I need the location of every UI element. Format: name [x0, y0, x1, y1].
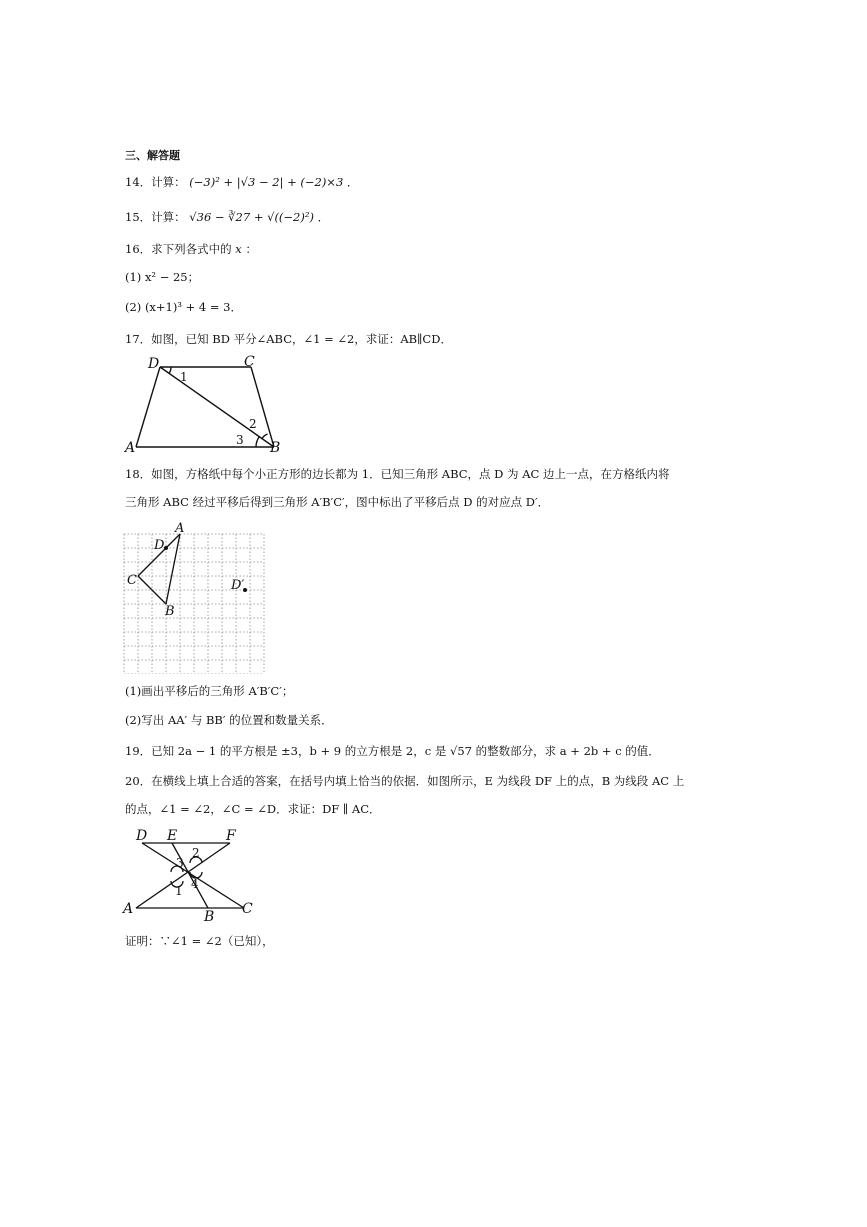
problem-16-part-2: (2) (x+1)³ + 4 = 3．: [125, 300, 242, 314]
p20-label-A: A: [123, 901, 134, 917]
problem-15-expression: √36 − ∛27 + √((−2)²): [189, 210, 314, 224]
problem-18-part-2: (2)写出 AA′ 与 BB′ 的位置和数量关系．: [125, 713, 333, 727]
p17-label-B: B: [270, 440, 281, 456]
problem-16-part-1: (1) x² − 25；: [125, 270, 200, 284]
p20-angle-2: 2: [192, 846, 200, 860]
problem-15-label: 15．计算：: [125, 210, 186, 224]
problem-15-end: ．: [317, 210, 330, 224]
p17-label-D: D: [148, 356, 160, 372]
problem-19-text: 19．已知 2a − 1 的平方根是 ±3，b + 9 的立方根是 2，c 是 √57 的整数部分，求 a + 2b + c 的值．: [125, 744, 660, 758]
problem-16-end: ：: [245, 242, 257, 256]
p17-label-C: C: [244, 354, 255, 370]
problem-17-text: 17．如图，已知 BD 平分∠ABC，∠1 = ∠2，求证：AB∥CD．: [125, 332, 452, 346]
problem-16: [125, 241, 257, 257]
problem-14-end: ．: [346, 175, 359, 189]
section-heading: 三、解答题: [125, 149, 180, 162]
problem-16-variable: x: [235, 242, 242, 256]
problem-15: [125, 209, 329, 225]
problem-14: [125, 174, 358, 190]
p20-angle-4: 4: [191, 877, 199, 891]
problem-20-proof-start: 证明：∵∠1 = ∠2（已知），: [125, 934, 274, 948]
p17-angle-3: 3: [236, 433, 244, 447]
p18-label-C: C: [127, 573, 137, 588]
problem-17-figure: [122, 352, 282, 456]
p20-label-C: C: [242, 901, 253, 917]
problem-18-grid-figure: [118, 522, 278, 674]
problem-18-line-2: 三角形 ABC 经过平移后得到三角形 A′B′C′，图中标出了平移后点 D 的对应点 D′．: [125, 495, 550, 509]
problem-18-part-1: (1)画出平移后的三角形 A′B′C′；: [125, 684, 294, 698]
problem-20-line-1: 20．在横线上填上合适的答案，在括号内填上恰当的依据．如图所示，E 为线段 DF 上的点，B 为线段 AC 上: [125, 774, 685, 788]
p18-label-D-prime: D′: [231, 578, 245, 593]
p20-label-B: B: [204, 909, 215, 921]
p20-label-F: F: [226, 828, 236, 844]
p18-label-A: A: [175, 522, 185, 536]
problem-18-line-1: 18．如图，方格纸中每个小正方形的边长都为 1．已知三角形 ABC，点 D 为 AC 边上一点，在方格纸内将: [125, 467, 670, 481]
problem-14-expression: (−3)² + |√3 − 2| + (−2)×3: [189, 175, 344, 189]
p17-angle-2: 2: [249, 417, 257, 431]
p18-label-D: D: [154, 538, 165, 553]
p18-label-B: B: [165, 604, 175, 619]
p20-angle-3: 3: [176, 856, 184, 870]
problem-20-line-2: 的点，∠1 = ∠2，∠C = ∠D．求证：DF ∥ AC．: [125, 802, 381, 816]
p17-angle-1: 1: [180, 370, 188, 384]
problem-14-label: 14．计算：: [125, 175, 186, 189]
p17-label-A: A: [125, 440, 136, 456]
p20-angle-1: 1: [175, 884, 183, 898]
problem-20-figure: [120, 825, 260, 921]
p20-label-E: E: [167, 828, 178, 844]
problem-16-label: 16．求下列各式中的: [125, 242, 232, 256]
p20-label-D: D: [136, 828, 148, 844]
